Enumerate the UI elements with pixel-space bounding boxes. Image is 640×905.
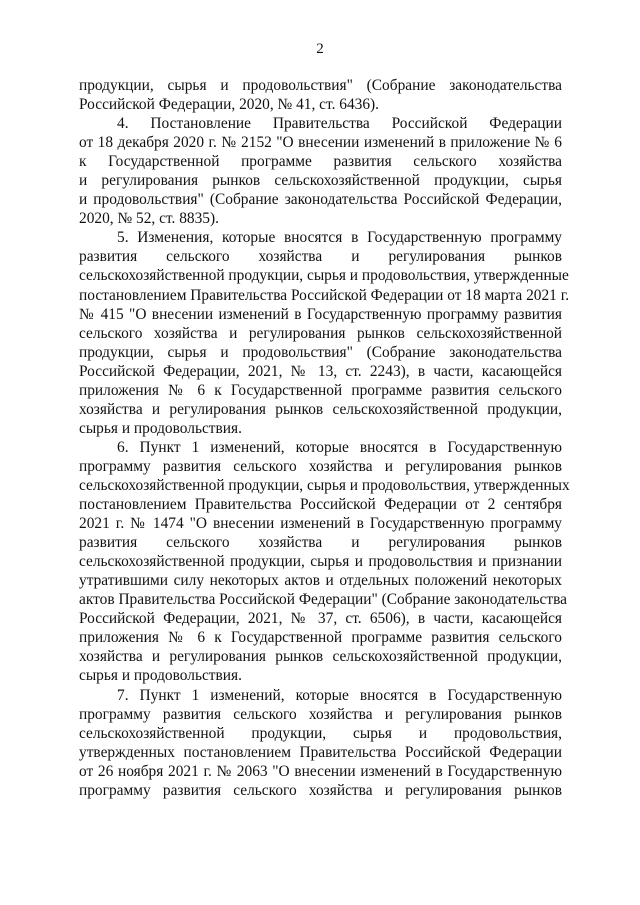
text-line: № 415 "О внесении изменений в Государственную программу развития [79,305,562,323]
text-line: сырья и продовольствия. [79,667,242,685]
text-line: продукции, сырья и продовольствия" (Собрание законодательства [79,77,562,94]
text-line: от 26 ноября 2021 г. № 2063 "О внесении изменений в Государственную [79,762,562,780]
paragraph-item-5 [79,228,570,438]
text-line: 6. Пункт 1 изменений, которые вносятся в Государственную [117,438,562,456]
paragraph-item-7 [79,686,562,800]
text-line: Российской Федерации, 2021, № 37, ст. 6506), в части, касающейся [79,610,562,628]
text-line: программу развития сельского хозяйства и регулирования рынков [79,705,562,723]
text-line: 2020, № 52, ст. 8835). [79,210,219,228]
paragraph-item-6 [79,438,570,686]
text-line: от 18 декабря 2020 г. № 2152 "О внесении изменений в приложение № 6 [79,134,562,152]
text-line: 5. Изменения, которые вносятся в Государственную программу [117,229,562,247]
text-line: сельскохозяйственной продукции, сырья и продовольствия и признании [79,553,562,571]
text-line: хозяйства и регулирования рынков сельскохозяйственной продукции, [79,400,562,418]
text-line: хозяйства и регулирования рынков сельскохозяйственной продукции, [79,648,562,666]
text-line: и регулирования рынков сельскохозяйственной продукции, сырья [79,172,562,190]
text-line: сельскохозяйственной продукции, сырья и продовольствия, [79,724,562,742]
text-line: постановлением Правительства Российской Федерации от 2 сентября [79,496,562,514]
text-line: 7. Пункт 1 изменений, которые вносятся в Государственную [117,686,562,704]
paragraph-item-4 [79,114,562,228]
text-line: актов Правительства Российской Федерации" (Собрание законодательства [79,591,568,609]
text-line: развития сельского хозяйства и регулирования рынков [79,248,562,266]
text-line: Российской Федерации, 2020, № 41, ст. 6436). [79,96,380,114]
text-line: к Государственной программе развития сельского хозяйства [79,153,562,171]
text-line: Российской Федерации, 2021, № 13, ст. 2243), в части, касающейся [79,362,562,380]
text-line: 2021 г. № 1474 "О внесении изменений в Государственную программу [79,515,562,533]
text-line: сельского хозяйства и регулирования рынков сельскохозяйственной [79,324,562,342]
text-line: 4. Постановление Правительства Российской Федерации [117,115,562,133]
text-line: утратившими силу некоторых актов и отдельных положений некоторых [79,572,562,590]
text-line: утвержденных постановлением Правительства Российской Федерации [79,743,562,761]
text-line: развития сельского хозяйства и регулирования рынков [79,534,562,552]
document-body [79,76,570,800]
text-line: сырья и продовольствия. [79,419,242,437]
page-number: 2 [316,41,324,57]
text-line: программу развития сельского хозяйства и регулирования рынков [79,781,562,799]
text-line: сельскохозяйственной продукции, сырья и продовольствия, утвержденных [79,476,570,494]
text-line: и продовольствия" (Собрание законодательства Российской Федерации, [79,191,562,209]
text-line: программу развития сельского хозяйства и регулирования рынков [79,457,562,475]
text-line: приложения № 6 к Государственной программе развития сельского [79,381,562,399]
text-line: приложения № 6 к Государственной программе развития сельского [79,629,562,647]
paragraph-continuation [79,76,562,114]
text-line: сельскохозяйственной продукции, сырья и продовольствия, утвержденные [79,267,569,285]
text-line: продукции, сырья и продовольствия" (Собрание законодательства [79,343,562,361]
text-line: постановлением Правительства Российской Федерации от 18 марта 2021 г. [79,286,570,304]
